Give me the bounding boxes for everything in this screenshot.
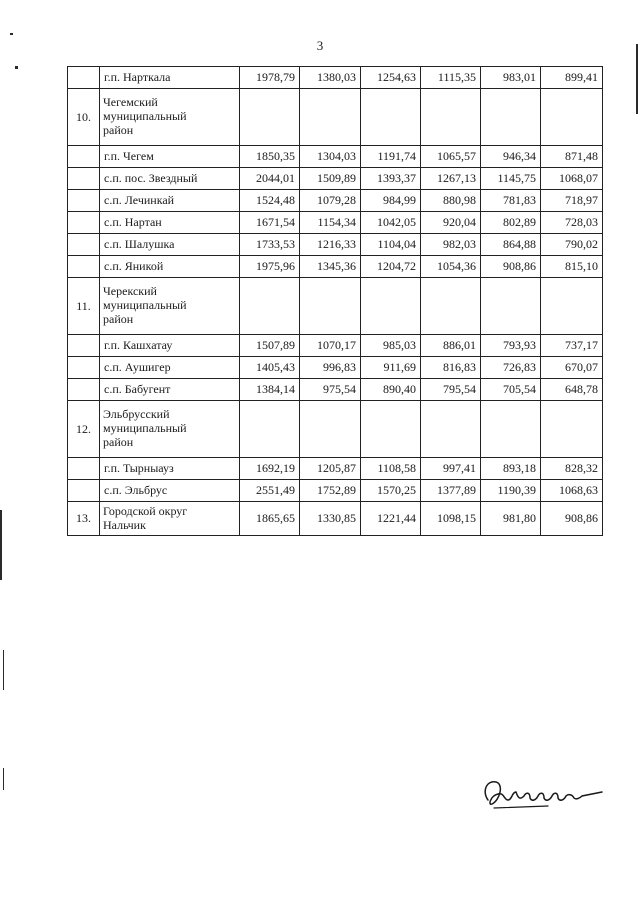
table-row [68,146,603,168]
scan-mark-top-left-2 [15,66,18,69]
value-cell: 975,54 [300,379,361,401]
row-name [100,480,240,502]
value-cell: 1068,63 [541,480,603,502]
row-index [68,256,100,278]
value-cell: 880,98 [421,190,481,212]
value-cell: 1304,03 [300,146,361,168]
value-cell: 1570,25 [361,480,421,502]
value-cell [421,401,481,458]
value-cell [481,401,541,458]
value-cell [240,89,300,146]
value-cell: 648,78 [541,379,603,401]
row-name [100,234,240,256]
row-name [100,458,240,480]
row-name [100,357,240,379]
row-name-text: г.п. Чегем [104,149,154,163]
table-row [68,458,603,480]
value-cell: 899,41 [541,67,603,89]
value-cell: 1221,44 [361,502,421,536]
value-cell: 828,32 [541,458,603,480]
row-name-text: г.п. Нарткала [104,70,171,84]
value-cell: 983,01 [481,67,541,89]
value-cell: 1345,36 [300,256,361,278]
row-index [68,335,100,357]
value-cell: 1115,35 [421,67,481,89]
value-cell: 815,10 [541,256,603,278]
row-name [100,256,240,278]
value-cell [361,278,421,335]
row-name-text: с.п. Эльбрус [104,483,168,497]
row-name [100,502,240,536]
value-cell: 1507,89 [240,335,300,357]
value-cell: 705,54 [481,379,541,401]
value-cell: 1042,05 [361,212,421,234]
value-cell: 1216,33 [300,234,361,256]
value-cell: 1054,36 [421,256,481,278]
value-cell: 864,88 [481,234,541,256]
value-cell: 1065,57 [421,146,481,168]
row-index [68,190,100,212]
value-cell: 1393,37 [361,168,421,190]
value-cell: 1850,35 [240,146,300,168]
value-cell: 920,04 [421,212,481,234]
row-name-text: с.п. пос. Звездный [104,171,198,185]
row-name [100,335,240,357]
scan-mark-right-edge [636,44,638,114]
value-cell: 985,03 [361,335,421,357]
row-index: 12. [68,401,100,458]
value-cell: 982,03 [421,234,481,256]
row-index: 10. [68,89,100,146]
table-row [68,335,603,357]
value-cell [541,278,603,335]
value-cell: 908,86 [481,256,541,278]
row-name [100,67,240,89]
table-row [68,278,603,335]
value-cell: 728,03 [541,212,603,234]
value-cell: 886,01 [421,335,481,357]
value-cell [300,278,361,335]
row-name [100,146,240,168]
row-name-text: с.п. Нартан [104,215,162,229]
table-row [68,357,603,379]
value-cell: 911,69 [361,357,421,379]
value-cell [300,89,361,146]
value-cell: 718,97 [541,190,603,212]
row-name [100,168,240,190]
value-cell: 1108,58 [361,458,421,480]
row-name-text: с.п. Бабугент [104,382,171,396]
row-index [68,357,100,379]
value-cell: 1405,43 [240,357,300,379]
value-cell: 1070,17 [300,335,361,357]
value-cell: 946,34 [481,146,541,168]
value-cell [240,278,300,335]
row-index [68,168,100,190]
value-cell: 1692,19 [240,458,300,480]
value-cell: 1098,15 [421,502,481,536]
table-row [68,190,603,212]
value-cell: 1524,48 [240,190,300,212]
value-cell: 981,80 [481,502,541,536]
table-row [68,212,603,234]
row-name [100,190,240,212]
value-cell: 1733,53 [240,234,300,256]
value-cell: 996,83 [300,357,361,379]
value-cell: 1978,79 [240,67,300,89]
value-cell [361,401,421,458]
value-cell: 1254,63 [361,67,421,89]
table-body [68,67,603,536]
value-cell: 1104,04 [361,234,421,256]
value-cell [300,401,361,458]
value-cell [421,278,481,335]
value-cell: 1145,75 [481,168,541,190]
table-row [68,67,603,89]
value-cell: 816,83 [421,357,481,379]
row-index: 13. [68,502,100,536]
row-name [100,278,240,335]
page-number: 3 [316,38,324,53]
row-index [68,458,100,480]
scan-mark-left-edge-2 [3,650,4,690]
value-cell: 893,18 [481,458,541,480]
row-index [68,212,100,234]
value-cell: 1509,89 [300,168,361,190]
value-cell: 802,89 [481,212,541,234]
value-cell: 1191,74 [361,146,421,168]
value-cell: 670,07 [541,357,603,379]
value-cell: 1204,72 [361,256,421,278]
row-index: 11. [68,278,100,335]
table-row [68,89,603,146]
scan-mark-left-edge-1 [0,510,2,580]
value-cell: 1205,87 [300,458,361,480]
tariff-table [67,66,603,536]
row-name-text: Чегемский муниципальный район [103,95,187,137]
row-name [100,401,240,458]
value-cell: 1865,65 [240,502,300,536]
value-cell: 726,83 [481,357,541,379]
value-cell: 1079,28 [300,190,361,212]
row-name-text: Черекский муниципальный район [103,284,187,326]
value-cell [481,89,541,146]
value-cell [541,89,603,146]
row-name [100,89,240,146]
table-row [68,502,603,536]
scan-mark-top-left [10,33,13,35]
value-cell [481,278,541,335]
row-name [100,212,240,234]
value-cell: 793,93 [481,335,541,357]
value-cell: 2044,01 [240,168,300,190]
row-name-text: г.п. Кашхатау [104,338,173,352]
row-name-text: с.п. Шалушка [104,237,175,251]
value-cell [240,401,300,458]
value-cell: 984,99 [361,190,421,212]
table-row [68,401,603,458]
table-row [68,234,603,256]
value-cell: 997,41 [421,458,481,480]
table-row [68,379,603,401]
value-cell [421,89,481,146]
value-cell [361,89,421,146]
value-cell: 781,83 [481,190,541,212]
value-cell: 1380,03 [300,67,361,89]
value-cell: 1671,54 [240,212,300,234]
value-cell: 1975,96 [240,256,300,278]
value-cell: 2551,49 [240,480,300,502]
row-name-text: Эльбрусский муниципальный район [103,407,187,449]
value-cell: 790,02 [541,234,603,256]
row-index [68,379,100,401]
row-index [68,146,100,168]
value-cell: 1068,07 [541,168,603,190]
value-cell: 737,17 [541,335,603,357]
value-cell: 1190,39 [481,480,541,502]
table-row [68,168,603,190]
table-row [68,256,603,278]
scan-mark-left-edge-3 [3,768,4,790]
value-cell: 871,48 [541,146,603,168]
value-cell: 1267,13 [421,168,481,190]
row-index [68,67,100,89]
row-name-text: с.п. Аушигер [104,360,171,374]
value-cell: 908,86 [541,502,603,536]
row-name [100,379,240,401]
signature [478,770,608,816]
value-cell: 1384,14 [240,379,300,401]
row-name-text: г.п. Тырныауз [104,461,174,475]
value-cell: 1330,85 [300,502,361,536]
row-index [68,480,100,502]
value-cell [541,401,603,458]
row-index [68,234,100,256]
value-cell: 795,54 [421,379,481,401]
value-cell: 1752,89 [300,480,361,502]
value-cell: 1154,34 [300,212,361,234]
table-row [68,480,603,502]
value-cell: 1377,89 [421,480,481,502]
row-name-text: с.п. Лечинкай [104,193,175,207]
row-name-text: Городской округ Нальчик [103,503,188,532]
row-name-text: с.п. Яникой [104,259,164,273]
value-cell: 890,40 [361,379,421,401]
